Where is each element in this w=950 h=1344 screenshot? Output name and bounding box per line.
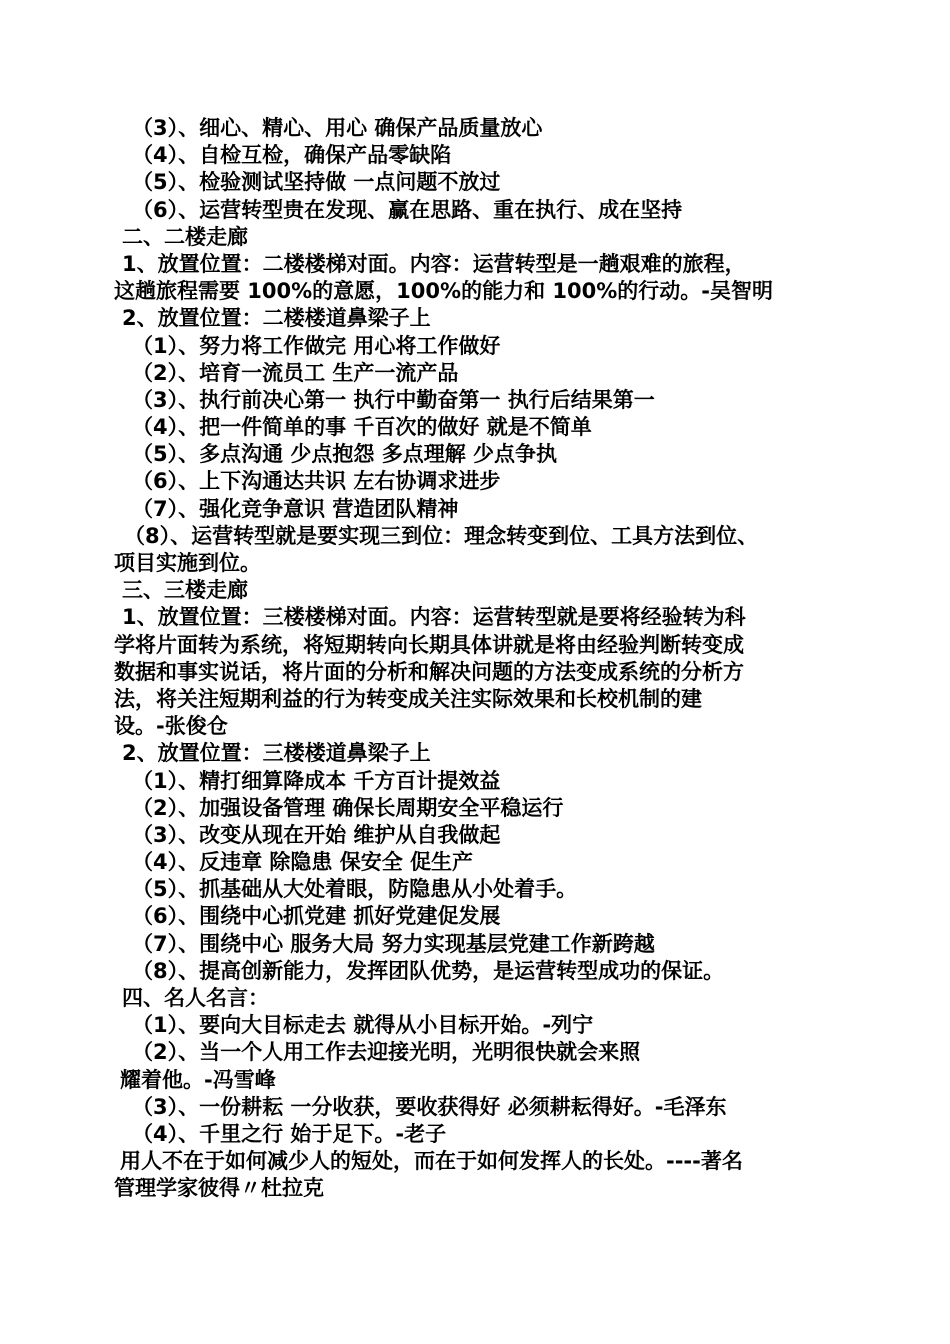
text-line: 学将片面转为系统，将短期转向长期具体讲就是将由经验判断转变成 [114,632,744,657]
text-line: （7）、围绕中心 服务大局 努力实现基层党建工作新跨越 [132,931,655,956]
text-line: 2、放置位置：二楼楼道鼻梁子上 [122,306,431,331]
text-line: （1）、要向大目标走去 就得从小目标开始。-列宁 [132,1013,594,1038]
text-line: 1、放置位置：二楼楼梯对面。内容：运营转型是一趟艰难的旅程， [122,251,746,276]
text-line: （4）、千里之行 始于足下。-老子 [132,1121,447,1146]
text-line: （8）、提高创新能力，发挥团队优势，是运营转型成功的保证。 [132,958,725,983]
text-line: （3）、细心、精心、用心 确保产品质量放心 [132,116,543,140]
text-line: （3）、改变从现在开始 维护从自我做起 [132,822,501,847]
text-line: （2）、加强设备管理 确保长周期安全平稳运行 [132,795,564,820]
text-line: （4）、自检互检，确保产品零缺陷 [132,143,452,168]
text-line: （6）、围绕中心抓党建 抓好党建促发展 [132,904,501,929]
text-line: （4）、把一件简单的事 千百次的做好 就是不简单 [132,415,592,440]
text-line: （1）、精打细算降成本 千方百计提效益 [132,768,501,793]
text-line: 数据和事实说话，将片面的分析和解决问题的方法变成系统的分析方 [114,659,744,684]
text-line: （8）、运营转型就是要实现三到位：理念转变到位、工具方法到位、 [124,523,759,548]
text-line: 设。-张俊仓 [114,714,228,739]
text-line: 三、三楼走廊 [122,578,248,603]
text-line: 管理学家彼得〃杜拉克 [114,1176,324,1201]
text-line: 1、放置位置：三楼楼梯对面。内容：运营转型就是要将经验转为科 [122,605,746,630]
text-line: （2）、培育一流员工 生产一流产品 [132,360,459,385]
text-line: （2）、当一个人用工作去迎接光明，光明很快就会来照 [132,1040,641,1065]
text-line: （1）、努力将工作做完 用心将工作做好 [132,333,501,358]
text-line: 四、名人名言： [122,986,269,1010]
text-line: （5）、抓基础从大处着眼，防隐患从小处着手。 [132,877,578,902]
text-line: 耀着他。-冯雪峰 [120,1067,276,1092]
text-line: 2、放置位置：三楼楼道鼻梁子上 [122,741,431,766]
text-line: 这趟旅程需要 100%的意愿，100%的能力和 100%的行动。-吴智明 [114,279,773,304]
text-line: 二、二楼走廊 [122,224,248,249]
text-line: （5）、检验测试坚持做 一点问题不放过 [132,170,501,195]
text-line: 项目实施到位。 [114,551,261,575]
text-line: （6）、上下沟通达共识 左右协调求进步 [132,469,501,494]
document-body [114,115,844,1203]
text-line: （5）、多点沟通 少点抱怨 多点理解 少点争执 [132,442,558,467]
text-line: 法，将关注短期利益的行为转变成关注实际效果和长校机制的建 [114,686,702,711]
text-line: （7）、强化竞争意识 营造团队精神 [132,496,459,521]
text-line: （6）、运营转型贵在发现、赢在思路、重在执行、成在坚持 [132,197,683,222]
text-line: （3）、执行前决心第一 执行中勤奋第一 执行后结果第一 [132,387,655,412]
text-line: 用人不在于如何减少人的短处，而在于如何发挥人的长处。----著名 [120,1149,743,1174]
text-line: （4）、反违章 除隐患 保安全 促生产 [132,850,474,875]
text-line: （3）、一份耕耘 一分收获，要收获得好 必须耕耘得好。-毛泽东 [132,1094,727,1119]
